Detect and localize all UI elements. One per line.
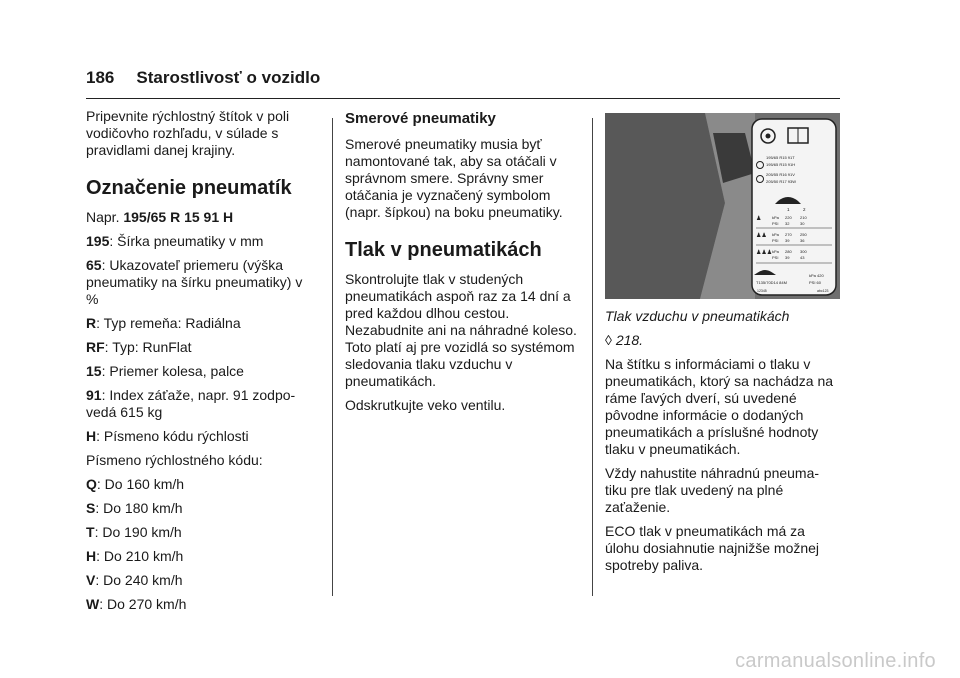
item-text: : Index záťaže, napr. 91 zodpo-vedá 615 kg xyxy=(86,387,296,420)
list-item xyxy=(86,315,311,332)
pressure-value: 43 xyxy=(800,255,805,260)
tire-marking-heading: Označenie pneumatík xyxy=(86,177,292,199)
speed-text: : Do 160 km/h xyxy=(96,476,185,492)
list-item xyxy=(86,387,311,421)
spare-pressure-psi: PSI 60 xyxy=(809,280,822,285)
speed-key: S xyxy=(86,500,96,516)
pressure-value: 36 xyxy=(800,238,805,243)
column-header-2: 2 xyxy=(803,207,806,212)
item-key: R xyxy=(86,315,97,331)
load-person-icon: ♟♟ xyxy=(756,233,767,239)
pressure-unit: kPa xyxy=(772,249,779,254)
pressure-value: 270 xyxy=(785,232,792,237)
pressure-unit: kPa xyxy=(772,232,779,237)
pressure-value: 250 xyxy=(800,232,807,237)
placard-info-paragraph: Na štítku s informáciami o tlaku v pneumatikách, ktorý sa nachádza na ráme ľavých dverí, sú uvedené pôvodne informácie o dodaných pneumatikách a príslušné hodnoty tlaku v pneumatikách. xyxy=(605,356,834,457)
placard-frame xyxy=(752,119,836,295)
speed-item xyxy=(86,548,311,565)
speed-key: W xyxy=(86,596,100,612)
tire-hub-icon xyxy=(766,134,771,139)
tire-pressure-paragraph: Skontrolujte tlak v studených pneumatikách aspoň raz za 14 dní a pred každou dlhou cestou. Nezabudnite ani na náhradné koleso. Toto platí aj pre vozidlá so systémom sledovania tlaku vzduchu v pneumatikách. xyxy=(345,271,577,389)
item-key: 195 xyxy=(86,233,110,249)
speed-text: : Do 210 km/h xyxy=(96,548,184,564)
load-person-icon: ♟♟♟ xyxy=(756,250,773,256)
page-header xyxy=(86,68,320,88)
speed-text: : Do 180 km/h xyxy=(95,500,183,516)
column-divider-1 xyxy=(332,118,333,596)
pressure-value: 210 xyxy=(800,215,807,220)
valve-cap-paragraph: Odskrutkujte veko ventilu. xyxy=(345,397,506,413)
figure-caption: Tlak vzduchu v pneumatikách xyxy=(605,308,790,324)
tire-size-row: 205/55 R16 91V xyxy=(766,172,795,177)
example-line xyxy=(86,209,311,226)
pressure-value: 280 xyxy=(785,249,792,254)
pressure-unit: PSI xyxy=(772,255,779,260)
speed-intro: Písmeno rýchlostného kódu: xyxy=(86,452,263,468)
pressure-value: 39 xyxy=(785,255,790,260)
eco-pressure-paragraph: ECO tlak v pneumatikách má za úlohu dosiahnutie najnižše možnej spotreby paliva. xyxy=(605,523,820,573)
item-key: 65 xyxy=(86,257,102,273)
list-item xyxy=(86,363,311,380)
door-panel-shape xyxy=(605,113,725,299)
spare-tire-size: T135/70D14 84M xyxy=(756,280,787,285)
speed-item xyxy=(86,500,311,517)
column-divider-2 xyxy=(592,118,593,596)
list-item xyxy=(86,428,311,445)
item-text: : Šírka pneumatiky v mm xyxy=(109,233,264,249)
column-1 xyxy=(86,108,311,620)
reference-arrow-icon: ◊ xyxy=(605,332,612,348)
speed-item xyxy=(86,476,311,493)
speed-item xyxy=(86,572,311,589)
list-item xyxy=(86,257,311,308)
item-text: : Typ: RunFlat xyxy=(104,339,192,355)
placard-footer-right: abc123 xyxy=(817,289,829,293)
spare-inflation-paragraph: Vždy nahustite náhradnú pneuma-tiku pre tlak uvedený na plné zaťaženie. xyxy=(605,465,820,515)
speed-text: : Do 240 km/h xyxy=(95,572,183,588)
directional-tires-heading: Smerové pneumatiky xyxy=(345,110,496,127)
speed-text: : Do 270 km/h xyxy=(99,596,187,612)
pressure-value: 220 xyxy=(785,215,792,220)
reference-suffix: . xyxy=(639,332,644,348)
spare-pressure-kpa: kPa 420 xyxy=(809,273,824,278)
list-item xyxy=(86,339,311,356)
pressure-value: 32 xyxy=(785,221,790,226)
pressure-value: 30 xyxy=(800,221,805,226)
example-value: 195/65 R 15 91 H xyxy=(123,209,234,225)
item-text: : Písmeno kódu rýchlosti xyxy=(96,428,249,444)
column-2 xyxy=(345,110,585,421)
speed-item xyxy=(86,524,311,541)
reference-page: 218 xyxy=(615,332,640,348)
speed-item xyxy=(86,596,311,613)
speed-key: H xyxy=(86,548,97,564)
pressure-value: 300 xyxy=(800,249,807,254)
item-key: RF xyxy=(86,339,105,355)
item-key: H xyxy=(86,428,97,444)
pressure-value: 39 xyxy=(785,238,790,243)
pressure-unit: PSI xyxy=(772,238,779,243)
header-rule xyxy=(86,98,840,99)
item-text: : Priemer kolesa, palce xyxy=(101,363,244,379)
pressure-unit: PSI xyxy=(772,221,779,226)
placard-footer-left: 12345 xyxy=(757,289,767,293)
item-text: : Ukazovateľ priemeru (výška pneumatiky na šírku pneumatiky) v % xyxy=(86,257,303,307)
tire-size-row: 205/50 R17 93W xyxy=(766,179,797,184)
speed-key: Q xyxy=(86,476,97,492)
list-item xyxy=(86,233,311,250)
load-person-icon: ♟ xyxy=(756,216,762,222)
speed-key: V xyxy=(86,572,96,588)
pressure-unit: kPa xyxy=(772,215,779,220)
item-key: 91 xyxy=(86,387,102,403)
item-text: : Typ remeňa: Radiálna xyxy=(96,315,241,331)
intro-paragraph: Pripevnite rýchlostný štítok v poli vodičovho rozhľadu, v súlade s pravidlami danej krajiny. xyxy=(86,108,290,158)
speed-key: T xyxy=(86,524,95,540)
page-number: 186 xyxy=(86,68,115,87)
example-prefix: Napr. xyxy=(86,209,120,225)
item-key: 15 xyxy=(86,363,102,379)
tire-pressure-label-figure xyxy=(605,113,840,299)
column-header-1: 1 xyxy=(787,207,790,212)
tire-size-row: 195/65 R15 91T xyxy=(766,155,795,160)
directional-tires-paragraph: Smerové pneumatiky musia byť namontované tak, aby sa otáčali v správnom smere. Správny smer otáčania je vyznačený symbolom (napr. šípkou) na boku pneumatiky. xyxy=(345,136,563,220)
page-reference[interactable] xyxy=(605,332,840,349)
tire-pressure-heading: Tlak v pneumatikách xyxy=(345,239,542,261)
tire-size-row: 195/65 R15 91H xyxy=(766,162,796,167)
column-3 xyxy=(605,308,840,581)
speed-text: : Do 190 km/h xyxy=(94,524,182,540)
site-watermark: carmanualsonline.info xyxy=(735,650,936,672)
chapter-title: Starostlivosť o vozidlo xyxy=(136,68,321,87)
